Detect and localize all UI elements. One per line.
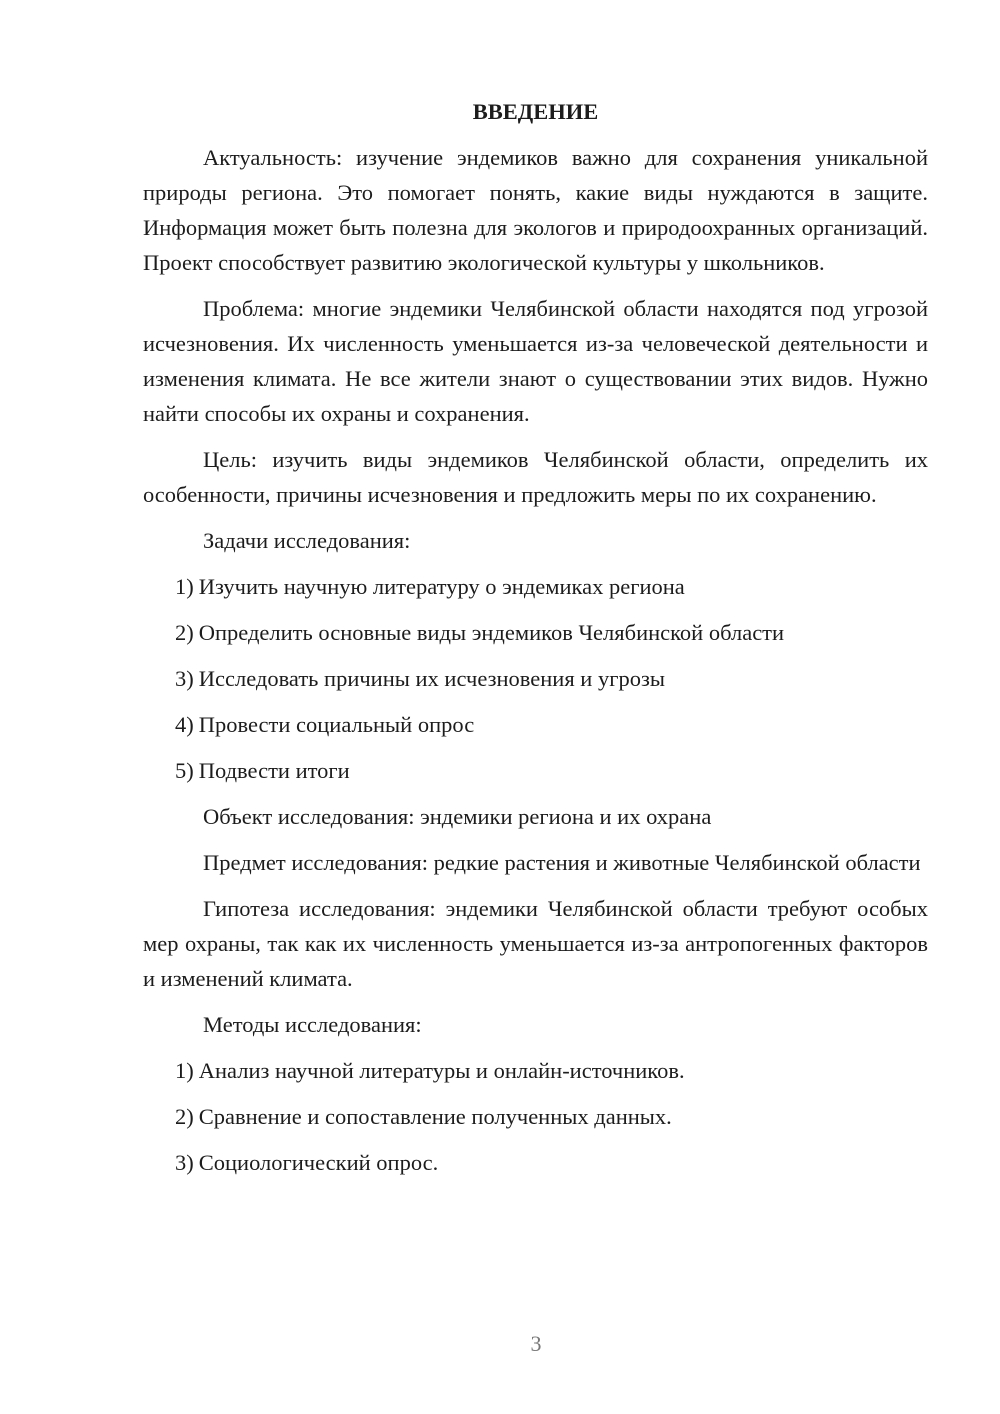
list-item-text: Провести социальный опрос [198,712,475,737]
list-item [143,661,928,696]
list-item-text: Исследовать причины их исчезновения и угрозы [198,666,665,691]
problem-paragraph: Проблема: многие эндемики Челябинской области находятся под угрозой исчезновения. Их численность уменьшается из-за человеческой деятельности и изменения климата. Не все жители знают о существовании этих видов. Нужно найти способы их охраны и сохранения. [143,296,928,426]
list-item-number: 2) [175,620,194,645]
list-item [143,615,928,650]
list-item-text: Анализ научной литературы и онлайн-источников. [198,1058,685,1083]
list-item-number: 3) [175,666,194,691]
object-paragraph: Объект исследования: эндемики региона и их охрана [203,804,712,829]
list-item-text: Подвести итоги [198,758,350,783]
list-item [143,1053,928,1088]
list-item-text: Изучить научную литературу о эндемиках региона [198,574,685,599]
goal-paragraph: Цель: изучить виды эндемиков Челябинской области, определить их особенности, причины исчезновения и предложить меры по их сохранению. [143,447,928,507]
relevance-paragraph: Актуальность: изучение эндемиков важно для сохранения уникальной природы региона. Это помогает понять, какие виды нуждаются в защите. Информация может быть полезна для экологов и природоохранных организаций. Проект способствует развитию экологической культуры у школьников. [143,145,928,275]
tasks-heading: Задачи исследования: [203,528,411,553]
list-item-number: 5) [175,758,194,783]
list-item-number: 2) [175,1104,194,1129]
list-item [143,1099,928,1134]
list-item-text: Определить основные виды эндемиков Челябинской области [198,620,785,645]
hypothesis-paragraph: Гипотеза исследования: эндемики Челябинской области требуют особых мер охраны, так как их численность уменьшается из-за антропогенных факторов и изменений климата. [143,896,928,991]
subject-paragraph: Предмет исследования: редкие растения и животные Челябинской области [203,850,921,875]
list-item-number: 3) [175,1150,194,1175]
list-item [143,569,928,604]
list-item [143,753,928,788]
page-number: 3 [530,1331,542,1356]
section-title: ВВЕДЕНИЕ [472,99,599,124]
methods-heading: Методы исследования: [203,1012,422,1037]
list-item-number: 1) [175,1058,194,1083]
page-content [143,94,928,1191]
list-item-number: 4) [175,712,194,737]
list-item [143,707,928,742]
list-item [143,1145,928,1180]
list-item-number: 1) [175,574,194,599]
list-item-text: Социологический опрос. [198,1150,439,1175]
list-item-text: Сравнение и сопоставление полученных данных. [198,1104,672,1129]
